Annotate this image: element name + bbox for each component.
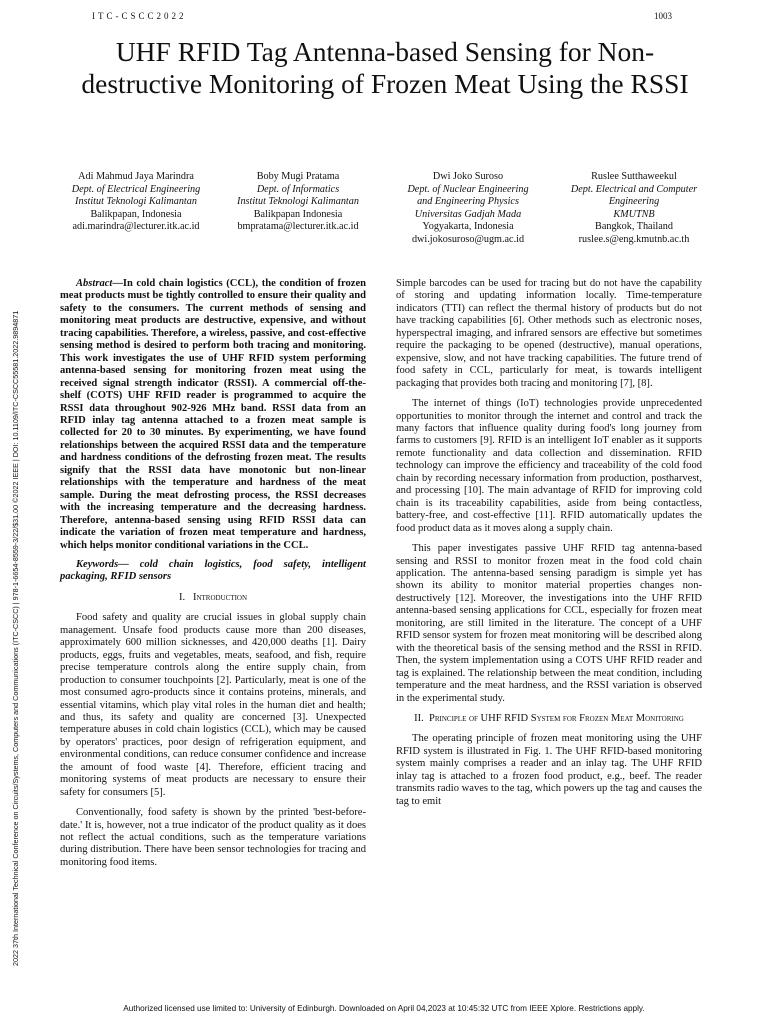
right-column <box>396 278 702 808</box>
left-column <box>60 278 366 869</box>
author-affiliation: and Engineering Physics <box>417 196 519 208</box>
author-location: Balikpapan Indonesia <box>253 208 343 220</box>
paragraph: The internet of things (IoT) technologies provide unprecedented opportunities to monitor through the internet and control and track the many factors that influence quality during food's long journey from farms to customers [9]. RFID is an intelligent IoT enabler as it supports remote functionality and data collection and dissemination. RFID technology can improve the efficiency and traceability of the cold food chain by recording necessary information from production, postharvest, and processing [10]. The main advantage of RFID for improving cold chain is its traceability capabilities, aside from being contactless, battery-free, and cost-effective [11]. RFID automatically updates the food product data as it moves along a supply chain. <box>396 398 702 534</box>
section-heading-introduction <box>60 592 366 604</box>
paper-title: UHF RFID Tag Antenna-based Sensing for Non-destructive Monitoring of Frozen Meat Using the RSSI <box>81 36 689 99</box>
section-number: I. <box>178 591 186 603</box>
paragraph: This paper investigates passive UHF RFID tag antenna-based sensing and RSSI to monitor frozen meat in the food cold chain application. The antenna-based sensing paradigm is simple yet has shown its ability to monitor material properties changes non-destructively [12]. Moreover, the investigations into the UHF RFID antenna-based sensing applications for CCL, especially for frozen meat monitoring, are still limited in the literature. The concept of a UHF RFID sensor system for frozen meat monitoring will be described along with the theoretical basis of the sensing method and the RSSI in RFID. Then, the system implementation using a COTS UHF RFID reader and tag is explained. The relationship between the meat condition, including temperature and the meat hardness, and the RSSI variation is observed in the experimental study. <box>396 543 702 704</box>
abstract-text: —In cold chain logistics (CCL), the condition of frozen meat products must be tightly controlled to ensure their quality and safety to the consumers. The current methods of sensing and monitoring meat products are destructive, expensive, and without tracing capabilities. Therefore, a wireless, passive, and cost-effective sensing method is desired to perform both tracing and monitoring. This work investigates the use of UHF RFID system performing antenna-based sensing for monitoring frozen meat using the received signal strength indicator (RSSI). A commercial off-the-shelf (COTS) UHF RFID reader is programmed to acquire the RSSI data throughout 902-926 MHz band. RSSI data from an RFID inlay tag antenna attached to a frozen meat sample is collected for 20 to 30 minutes. By experimenting, we have found relationships between the acquired RSSI data and the temperature and hardness conditions of the defrosting frozen meat. The results signify that the RSSI data have monotonic but non-linear relationships with the temperature and hardness of the meat sample. During the meat defrosting process, the RSSI decreases with the increasing temperature and the decreasing hardness. Therefore, antenna-based sensing using RFID RSSI data can indicate the variation of frozen meat temperature and hardness, which helps monitor conditional variations in the CCL. <box>60 278 366 551</box>
abstract <box>60 278 366 552</box>
sidebar-citation: 2022 37th International Technical Conference on Circuits/Systems, Computers and Communications (ITC-CSCC) | 978-1-6654-8559-3/22/$31.00 ©2022 IEEE | DOI: 10.1109/ITC-CSCC55581.2022.9894871 <box>11 310 20 966</box>
author-affiliation: Engineering <box>608 196 660 208</box>
keywords: Keywords— cold chain logistics, food safety, intelligent packaging, RFID sensors <box>60 558 366 583</box>
author-location: Balikpapan, Indonesia <box>90 208 182 220</box>
author-affiliation: Dept. of Informatics <box>256 183 340 195</box>
author-email: ruslee.s@eng.kmutnb.ac.th <box>578 233 690 245</box>
author-email: adi.marindra@lecturer.itk.ac.id <box>72 221 200 233</box>
author-affiliation: Dept. of Nuclear Engineering <box>407 183 529 195</box>
paragraph: Simple barcodes can be used for tracing but do not have the capability of storing and updating information locally. Time-temperature indicators (TTI) can reflect the thermal history of products but do not have tracking capabilities [6]. Other methods such as electronic noses, hyperspectral imaging, and infrared sensors are effective but sometimes require the packaging to be opened (destructive), manual operations, expensive, slow, and not have tracking capabilities. The future trend of food safety in CCL, particularly for meat, is towards intelligent packaging that provides both tracing and monitoring [7], [8]. <box>396 278 702 389</box>
paragraph: Conventionally, food safety is shown by the printed 'best-before-date.' It is, however, not a true indicator of the product quality as it does not reflect the actual conditions, such as the temperature variations during distribution. There have been sensor technologies for tracing and monitoring food items. <box>60 807 366 868</box>
author-affiliation: Universitas Gadjah Mada <box>414 208 522 220</box>
author-location: Bangkok, Thailand <box>595 221 673 233</box>
author-name: Dwi Joko Suroso <box>432 171 504 182</box>
author-email: bmpratama@lecturer.itk.ac.id <box>237 221 359 233</box>
author-affiliation: Dept. Electrical and Computer <box>570 183 698 195</box>
author-email: dwi.jokosuroso@ugm.ac.id <box>411 233 525 245</box>
author-affiliation: KMUTNB <box>613 208 655 220</box>
author-name: Ruslee Sutthaweekul <box>591 171 677 182</box>
author-block-4 <box>554 171 714 247</box>
author-affiliation: Institut Teknologi Kalimantan <box>75 196 197 208</box>
section-title: Principle of UHF RFID System for Frozen Meat Monitoring <box>429 712 684 724</box>
abstract-label: Abstract <box>76 278 113 289</box>
author-affiliation: Institut Teknologi Kalimantan <box>237 196 359 208</box>
author-location: Yogyakarta, Indonesia <box>422 221 514 233</box>
section-number: II. <box>414 712 424 724</box>
paragraph: The operating principle of frozen meat monitoring using the UHF RFID system is illustrated in Fig. 1. The UHF RFID-based monitoring system mainly comprises a reader and an inlay tag. The UHF RFID inlay tag is attached to a frozen food product, e.g., beef. The reader transmits radio waves to the tag, which powers up the tag and causes the tag to emit <box>396 733 702 807</box>
author-block-2 <box>218 171 378 234</box>
author-name: Adi Mahmud Jaya Marindra <box>78 171 194 182</box>
license-footer: Authorized licensed use limited to: University of Edinburgh. Downloaded on April 04,2023 at 10:45:32 UTC from IEEE Xplore. Restrictions apply. <box>123 1004 645 1013</box>
conference-header: ITC-CSCC2022 <box>92 11 187 21</box>
author-block-3 <box>388 171 548 247</box>
author-block-1 <box>56 171 216 234</box>
section-heading-principle <box>396 713 702 725</box>
paragraph: Food safety and quality are crucial issues in global supply chain management. Unsafe food products cause more than 200 diseases, approximately 600 million sicknesses, and 420,000 deaths [1]. Dairy products, eggs, fruits and vegetables, meats, seafood, and fish, require precise temperature controls along the entire supply chain, from production to consumer touchpoints [2]. Particularly, meat is one of the most consumed agro-products since it contains proteins, minerals, and essential vitamins, which play vital roles in the human diet and health; and thus, its safety and quality are concerned [3]. Unexpected temperature abuses in cold chain logistics (CCL), which may be caused by operators' practices, poor design of refrigeration equipment, and environmental conditions, can reduce consumer confidence and increase the amount of food waste [4]. Therefore, efficient tracing and monitoring systems of meat products are necessary to ensure their safety for consumers [5]. <box>60 612 366 798</box>
author-name: Boby Mugi Pratama <box>256 171 340 182</box>
section-title: Introduction <box>192 591 248 603</box>
page-number: 1003 <box>654 11 672 21</box>
author-affiliation: Dept. of Electrical Engineering <box>71 183 201 195</box>
